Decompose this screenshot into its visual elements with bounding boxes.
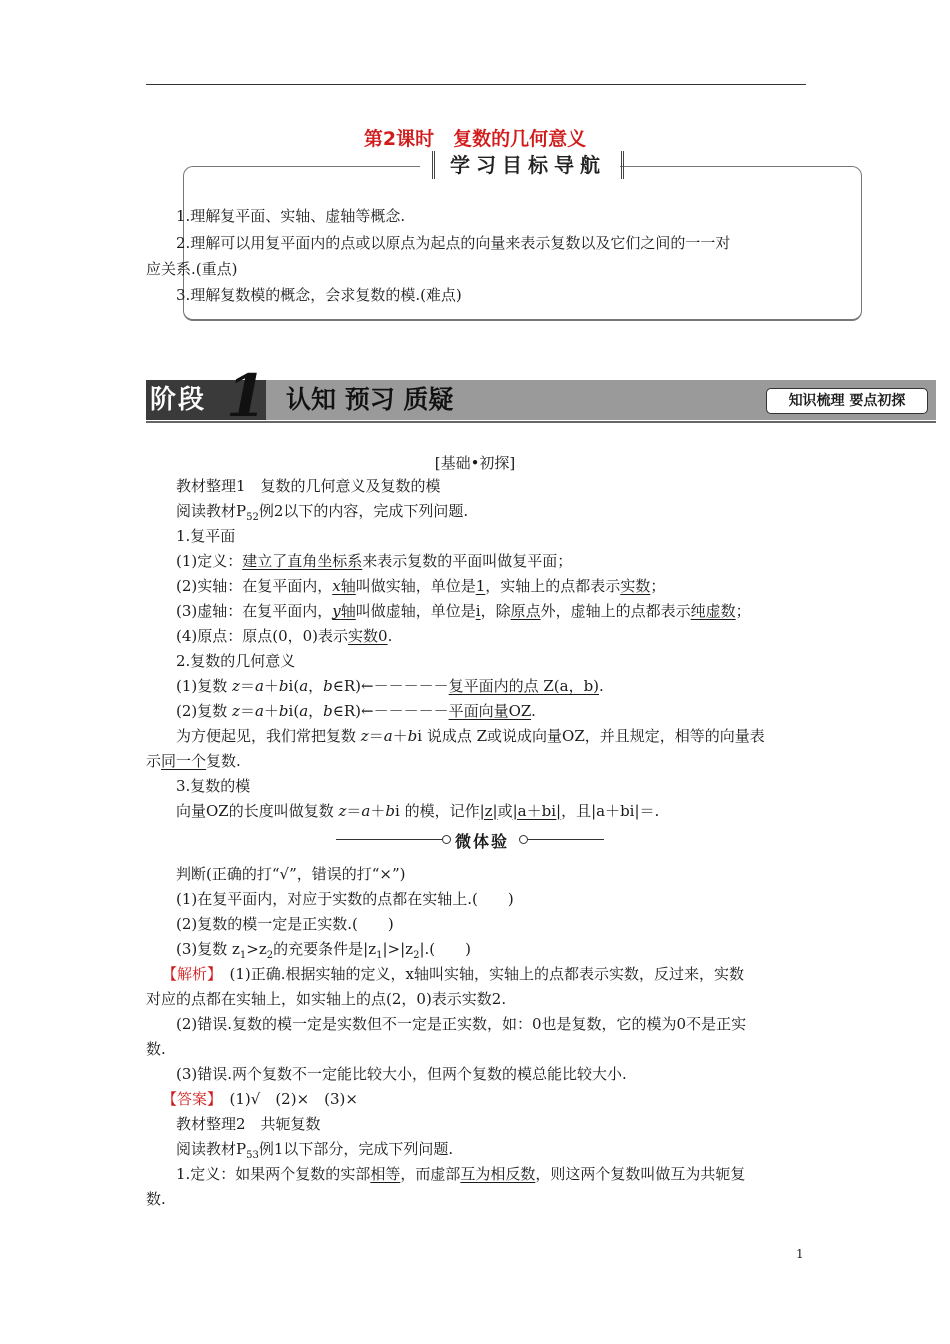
- goal-3: 3.理解复数模的概念，会求复数的模.(难点): [176, 286, 462, 304]
- answer-line: 【答案】 (1)√ (2)× (3)×: [162, 1090, 358, 1108]
- convention-line: 为方便起见，我们常把复数 z＝a＋bi 说成点 Z或说成向量OZ，并且规定，相等的向量表: [176, 727, 765, 745]
- geom-point-line: (1)复数 z＝a＋bi(a，b∈R)←－－－－－复平面内的点 Z(a，b).: [176, 677, 604, 695]
- jiexi-2: (2)错误.复数的模一定是实数但不一定是正实数，如：0也是复数，它的模为0不是正实: [176, 1015, 747, 1033]
- modulus-line: 向量OZ的长度叫做复数 z＝a＋bi 的模，记作|z|或|a＋bi|，且|a＋bi|＝.: [176, 802, 660, 820]
- quiz-q1: (1)在复平面内，对应于实数的点都在实轴上.( ): [176, 890, 514, 908]
- goal-1: 1.理解复平面、实轴、虚轴等概念.: [176, 207, 406, 225]
- jiexi-line: 【解析】 (1)正确.根据实轴的定义，x轴叫实轴，实轴上的点都表示实数，反过来，实数: [162, 965, 744, 983]
- heading-modulus: 3.复数的模: [176, 777, 251, 795]
- basic-heading: [基础•初探]: [434, 454, 516, 472]
- conjugate-def-cont: 数.: [146, 1190, 166, 1208]
- real-axis-line: (2)实轴：在复平面内，x轴叫做实轴，单位是1，实轴上的点都表示实数；: [176, 577, 666, 595]
- section1-title: 教材整理1 复数的几何意义及复数的模: [176, 477, 441, 495]
- heading-geometric-meaning: 2.复数的几何意义: [176, 652, 296, 670]
- origin-line: (4)原点：原点(0，0)表示实数0.: [176, 627, 393, 645]
- goal-2-cont: 应关系.(重点): [146, 260, 238, 278]
- micro-title: 微体验: [455, 832, 510, 851]
- heading-complex-plane: 1.复平面: [176, 527, 236, 545]
- lesson-title: 第2课时 复数的几何意义: [363, 128, 587, 150]
- geom-vector-line: (2)复数 z＝a＋bi(a，b∈R)←－－－－－平面向量OZ.: [176, 702, 536, 720]
- quiz-intro: 判断(正确的打“√”，错误的打“×”): [176, 865, 406, 883]
- quiz-q2: (2)复数的模一定是正实数.( ): [176, 915, 394, 933]
- conjugate-def: 1.定义：如果两个复数的实部相等，而虚部互为相反数，则这两个复数叫做互为共轭复: [176, 1165, 746, 1183]
- header-rule: [146, 84, 806, 85]
- def-line: (1)定义：建立了直角坐标系来表示复数的平面叫做复平面；: [176, 552, 573, 570]
- jiexi-2-cont: 数.: [146, 1040, 166, 1058]
- imag-axis-line: (3)虚轴：在复平面内，y轴叫做虚轴，单位是i，除原点外，虚轴上的点都表示纯虚数；: [176, 602, 751, 620]
- stage-number: 1: [226, 362, 267, 430]
- stage-tag: 知识梳理 要点初探: [766, 388, 928, 414]
- convention-cont: 示同一个复数.: [146, 752, 241, 770]
- section1-read: 阅读教材$P_{52}$例2以下的内容，完成下列问题.: [176, 502, 469, 523]
- jiexi-cont: 对应的点都在实轴上，如实轴上的点(2，0)表示实数2.: [146, 990, 507, 1008]
- jiexi-3: (3)错误.两个复数不一定能比较大小，但两个复数的模总能比较大小.: [176, 1065, 627, 1083]
- stage-title: 认知 预习 质疑: [286, 385, 454, 414]
- section2-title: 教材整理2 共轭复数: [176, 1115, 321, 1133]
- stage-word: 阶段: [150, 385, 207, 415]
- quiz-q3: (3)复数 $z_1>z_2$的充要条件是$|z_1|>|z_2|$.( ): [176, 940, 471, 961]
- section2-read: 阅读教材$P_{53}$例1以下部分，完成下列问题.: [176, 1140, 454, 1161]
- page-number: 1: [796, 1247, 804, 1261]
- goals-banner: 学习目标导航: [432, 151, 624, 179]
- goal-2: 2.理解可以用复平面内的点或以原点为起点的向量来表示复数以及它们之间的一一对: [176, 234, 731, 252]
